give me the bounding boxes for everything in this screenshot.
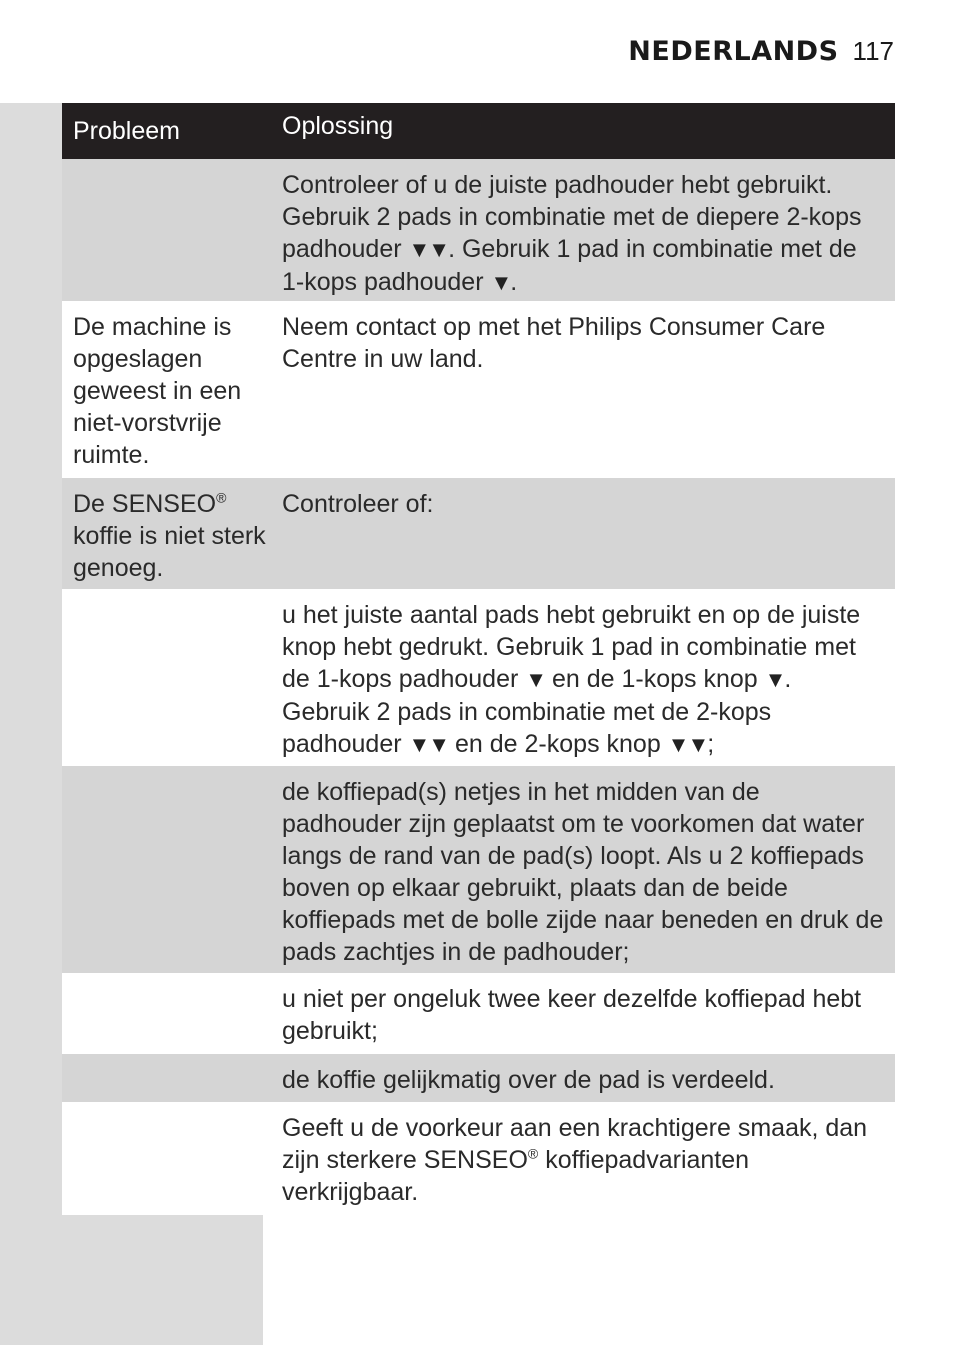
- table-row: [62, 478, 895, 589]
- table-row: [62, 766, 895, 973]
- problem-cell: [62, 589, 272, 766]
- problem-cell: [62, 766, 272, 973]
- page-number: 117: [852, 36, 894, 66]
- solution-cell: Neem contact op met het Philips Consumer Care Centre in uw land.: [282, 313, 826, 373]
- solution-cell: de koffie gelijkmatig over de pad is verdeeld.: [282, 1066, 775, 1094]
- table-row: [62, 1102, 895, 1215]
- one-cup-icon: ▼: [525, 667, 546, 692]
- problem-cell: [62, 159, 272, 301]
- one-cup-icon: ▼: [764, 667, 785, 692]
- one-cup-icon: ▼: [490, 270, 511, 295]
- problem-cell: [62, 1054, 272, 1102]
- table-header: [62, 103, 895, 159]
- column-header-solution: Oplossing: [282, 112, 394, 140]
- two-cup-icon: ▼▼: [408, 237, 449, 262]
- problem-cell: [62, 973, 272, 1054]
- table-row: [62, 159, 895, 301]
- solution-cell: Geeft u de voorkeur aan een krachtigere smaak, dan zijn sterkere SENSEO® koffiepadvarianten verkrijgbaar.: [282, 1114, 868, 1206]
- solution-cell: u het juiste aantal pads hebt gebruikt en op de juiste knop hebt gedrukt. Gebruik 1 pad in combinatie met de 1-kops padhouder ▼ en de 1-kops knop ▼. Gebruik 2 pads in combinatie met de 2-kops padhouder ▼▼ en de 2-kops knop ▼▼;: [272, 589, 895, 766]
- table-row: [62, 589, 895, 766]
- problem-cell: De SENSEO® koffie is niet sterk genoeg.: [73, 489, 266, 582]
- problem-cell: [62, 1102, 272, 1215]
- solution-cell: Controleer of u de juiste padhouder hebt gebruikt. Gebruik 2 pads in combinatie met de diepere 2-kops padhouder ▼▼. Gebruik 1 pad in combinatie met de 1-kops padhouder ▼.: [272, 159, 895, 301]
- column-header-problem: Probleem: [73, 117, 180, 145]
- table-row: [62, 973, 895, 1054]
- table-row: [62, 301, 895, 478]
- language-title: NEDERLANDS: [628, 36, 839, 67]
- solution-cell: Controleer of:: [282, 490, 434, 518]
- two-cup-icon: ▼▼: [408, 732, 449, 757]
- table-row: [62, 1054, 895, 1102]
- two-cup-icon: ▼▼: [667, 732, 708, 757]
- problem-cell: De machine is opgeslagen geweest in een niet-vorstvrije ruimte.: [62, 301, 272, 478]
- troubleshooting-table: [62, 103, 895, 1215]
- page-header: [628, 36, 894, 67]
- solution-cell: de koffiepad(s) netjes in het midden van de padhouder zijn geplaatst om te voorkomen dat water langs de rand van de pad(s) loopt. Als u 2 koffiepads boven op elkaar gebruikt, plaats dan de beide koffiepads met de bolle zijde naar beneden en druk de pads zachtjes in de padhouder;: [282, 778, 884, 966]
- solution-cell: u niet per ongeluk twee keer dezelfde koffiepad hebt gebruikt;: [282, 985, 862, 1045]
